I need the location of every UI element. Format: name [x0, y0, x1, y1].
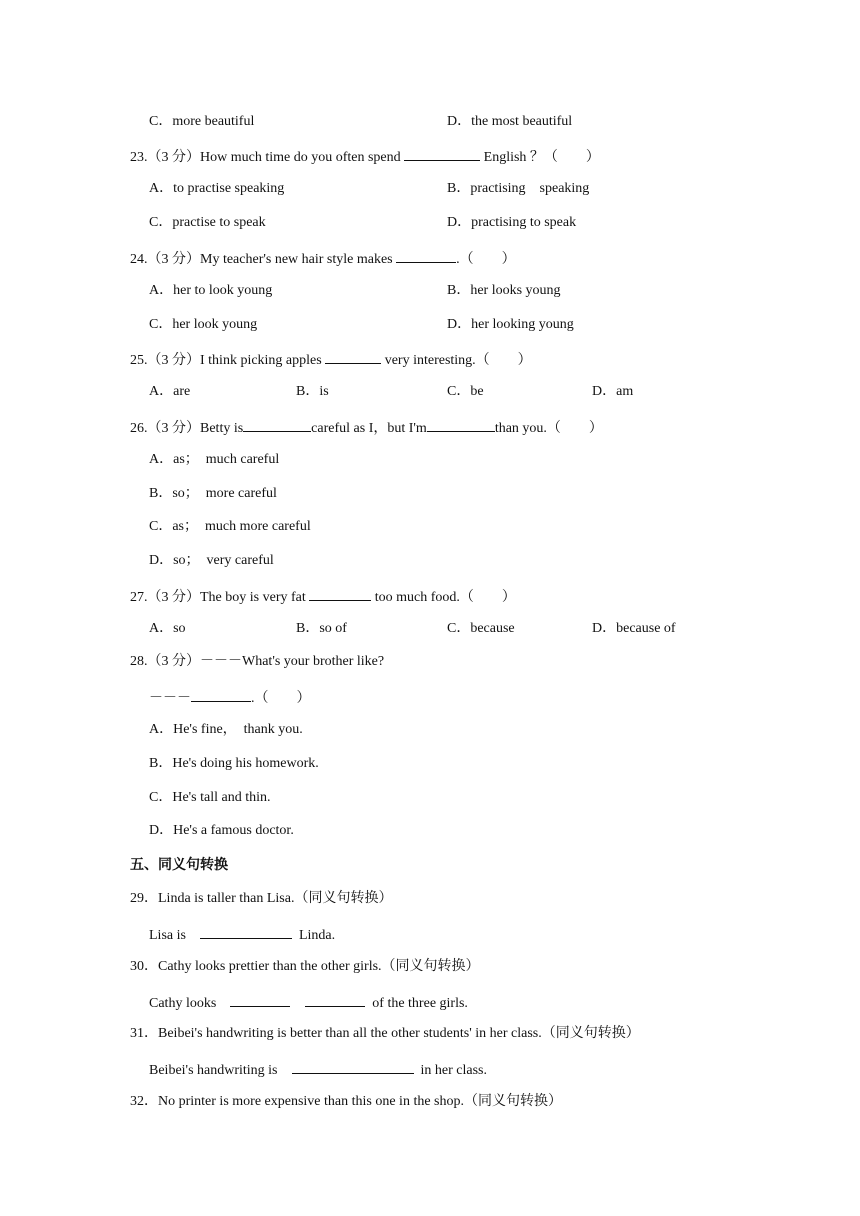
q26-blank-1 [243, 417, 311, 432]
q28-option-d: D．He's a famous doctor. [149, 823, 294, 838]
q30-answer-start: Cathy looks [149, 996, 217, 1011]
q23-option-d: D．practising to speak [447, 215, 577, 230]
q26-stem-start: 26.（3 分）Betty is [130, 421, 244, 436]
q30-stem: 30．Cathy looks prettier than the other girls.（同义句转换） [130, 959, 480, 974]
q26-option-c: C．as； much more careful [149, 519, 311, 534]
q25-option-b: B．is [296, 384, 329, 399]
q25-stem-end: very interesting.（ ） [381, 353, 532, 368]
q26-option-b: B．so； more careful [149, 486, 277, 501]
q23-stem [130, 146, 600, 167]
q25-option-a: A．are [149, 384, 191, 399]
q32-stem: 32．No printer is more expensive than this one in the shop.（同义句转换） [130, 1094, 562, 1109]
q25-blank [325, 349, 381, 364]
q31-blank [292, 1059, 414, 1074]
q24-option-d: D．her looking young [447, 317, 574, 332]
q23-option-a: A．to practise speaking [149, 181, 285, 196]
q23-stem-end: English ？（ ） [480, 150, 600, 165]
q26-stem [130, 417, 603, 438]
q29-stem: 29．Linda is taller than Lisa.（同义句转换） [130, 891, 393, 906]
q27-option-c: C．because [447, 621, 515, 636]
q24-blank [396, 248, 456, 263]
q27-blank [309, 586, 371, 601]
q31-answer-end: in her class. [420, 1063, 487, 1078]
q26-stem-middle: careful as I，but I'm [311, 421, 427, 436]
q24-stem [130, 248, 516, 269]
q23-blank [404, 146, 480, 161]
q27-stem [130, 586, 516, 607]
q26-option-d: D．so； very careful [149, 553, 274, 568]
q28-option-b: B．He's doing his homework. [149, 756, 319, 771]
q27-stem-start: 27.（3 分）The boy is very fat [130, 590, 310, 605]
q30-answer-end: of the three girls. [372, 996, 468, 1011]
q30-blank-2 [305, 992, 365, 1007]
q30-answer-line [149, 992, 468, 1013]
q24-stem-start: 24.（3 分）My teacher's new hair style makes [130, 252, 397, 267]
q28-option-a: A．He's fine， thank you. [149, 722, 303, 737]
q28-dashes: －－－ [149, 691, 191, 706]
q28-option-c: C．He's tall and thin. [149, 790, 271, 805]
q25-stem-start: 25.（3 分）I think picking apples [130, 353, 326, 368]
q29-answer-end: Linda. [298, 928, 336, 943]
q25-option-c: C．be [447, 384, 484, 399]
q31-answer-start: Beibei's handwriting is [149, 1063, 278, 1078]
q25-option-d: D．am [592, 384, 634, 399]
q28-stem-end: .（ ） [251, 691, 311, 706]
q26-option-a: A．as； much careful [149, 452, 280, 467]
q26-stem-end: than you.（ ） [494, 421, 603, 436]
q29-answer-start: Lisa is [149, 928, 186, 943]
q30-blank-1 [230, 992, 290, 1007]
q28-stem: 28.（3 分）－－－What's your brother like? [130, 654, 385, 669]
q24-option-a: A．her to look young [149, 283, 273, 298]
q23-stem-start: 23.（3 分）How much time do you often spend [130, 150, 405, 165]
q28-stem-line2 [149, 687, 311, 708]
q27-stem-end: too much food.（ ） [371, 590, 516, 605]
q24-option-b: B．her looks young [447, 283, 561, 298]
q23-option-c: C．practise to speak [149, 215, 266, 230]
q28-blank [191, 687, 251, 702]
q25-stem [130, 349, 532, 370]
q22-option-c: C．more beautiful [149, 114, 255, 129]
q31-stem: 31．Beibei's handwriting is better than all the other students' in her class.（同义句转换） [130, 1026, 640, 1041]
q26-blank-2 [427, 417, 495, 432]
q24-stem-end: .（ ） [456, 252, 516, 267]
q31-answer-line [149, 1059, 487, 1080]
q22-option-d: D．the most beautiful [447, 114, 573, 129]
q29-blank [200, 924, 292, 939]
q29-answer-line [149, 924, 335, 945]
q27-option-b: B．so of [296, 621, 347, 636]
q23-option-b: B．practising speaking [447, 181, 590, 196]
section-heading: 五、同义句转换 [130, 857, 228, 873]
q24-option-c: C．her look young [149, 317, 258, 332]
q27-option-a: A．so [149, 621, 186, 636]
q27-option-d: D．because of [592, 621, 676, 636]
